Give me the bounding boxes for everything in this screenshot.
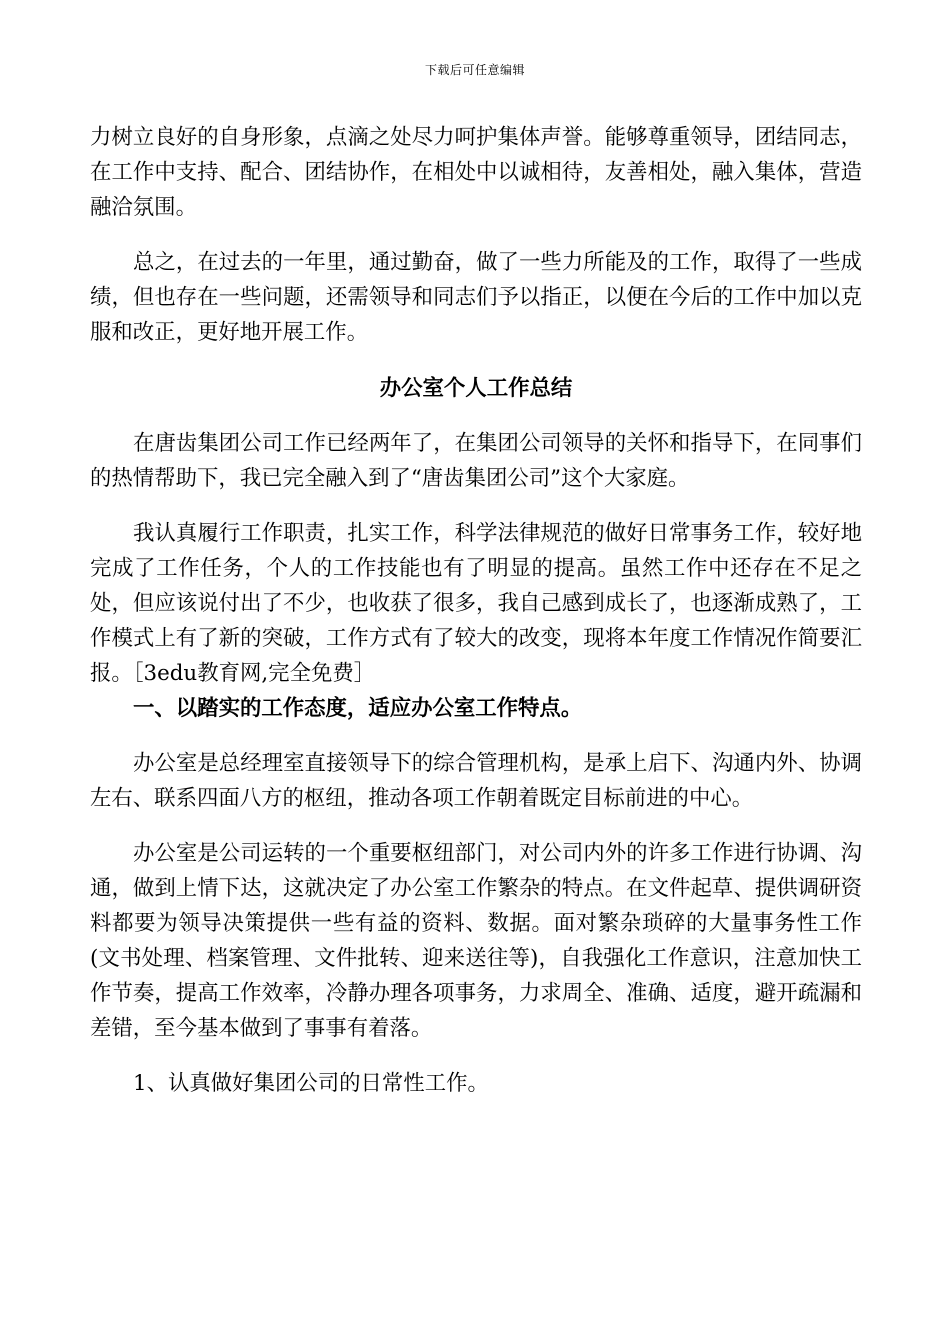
list-item-1: 1、认真做好集团公司的日常性工作。: [133, 1071, 489, 1096]
document-body: [90, 120, 862, 1101]
section-heading-1: 一、以踏实的工作态度，适应办公室工作特点。: [133, 696, 583, 721]
paragraph-continued: 力树立良好的自身形象，点滴之处尽力呵护集体声誉。能够尊重领导，团结同志，在工作中支持、配合、团结协作，在相处中以诚相待，友善相处，融入集体，营造融洽氛围。: [90, 125, 862, 220]
paragraph-office-duties: 办公室是公司运转的一个重要枢纽部门，对公司内外的许多工作进行协调、沟通，做到上情下达，这就决定了办公室工作繁杂的特点。在文件起草、提供调研资料都要为领导决策提供一些有益的资料、数据。面对繁杂琐碎的大量事务性工作(文书处理、档案管理、文件批转、迎来送往等)，自我强化工作意识，注意加快工作节奏，提高工作效率，冷静办理各项事务，力求周全、准确、适度，避开疏漏和差错，至今基本做到了事事有着落。: [90, 841, 862, 1041]
paragraph-overview: 我认真履行工作职责，扎实工作，科学法律规范的做好日常事务工作，较好地完成了工作任务，个人的工作技能也有了明显的提高。虽然工作中还存在不足之处，但应该说付出了不少，也收获了很多，我自己感到成长了，也逐渐成熟了，工作模式上有了新的突破，工作方式有了较大的改变，现将本年度工作情况作简要汇报。［3edu教育网,完全免费］: [90, 521, 862, 686]
page-header-note: 下载后可任意编辑: [424, 63, 525, 77]
paragraph-intro: 在唐齿集团公司工作已经两年了，在集团公司领导的关怀和指导下，在同事们的热情帮助下，我已完全融入到了“唐齿集团公司”这个大家庭。: [90, 431, 862, 491]
paragraph-summary: 总之，在过去的一年里，通过勤奋，做了一些力所能及的工作，取得了一些成绩，但也存在一些问题，还需领导和同志们予以指正，以便在今后的工作中加以克服和改正，更好地开展工作。: [90, 250, 862, 345]
document-title: 办公室个人工作总结: [379, 376, 573, 401]
paragraph-office-role: 办公室是总经理室直接领导下的综合管理机构，是承上启下、沟通内外、协调左右、联系四面八方的枢纽，推动各项工作朝着既定目标前进的中心。: [90, 751, 862, 811]
